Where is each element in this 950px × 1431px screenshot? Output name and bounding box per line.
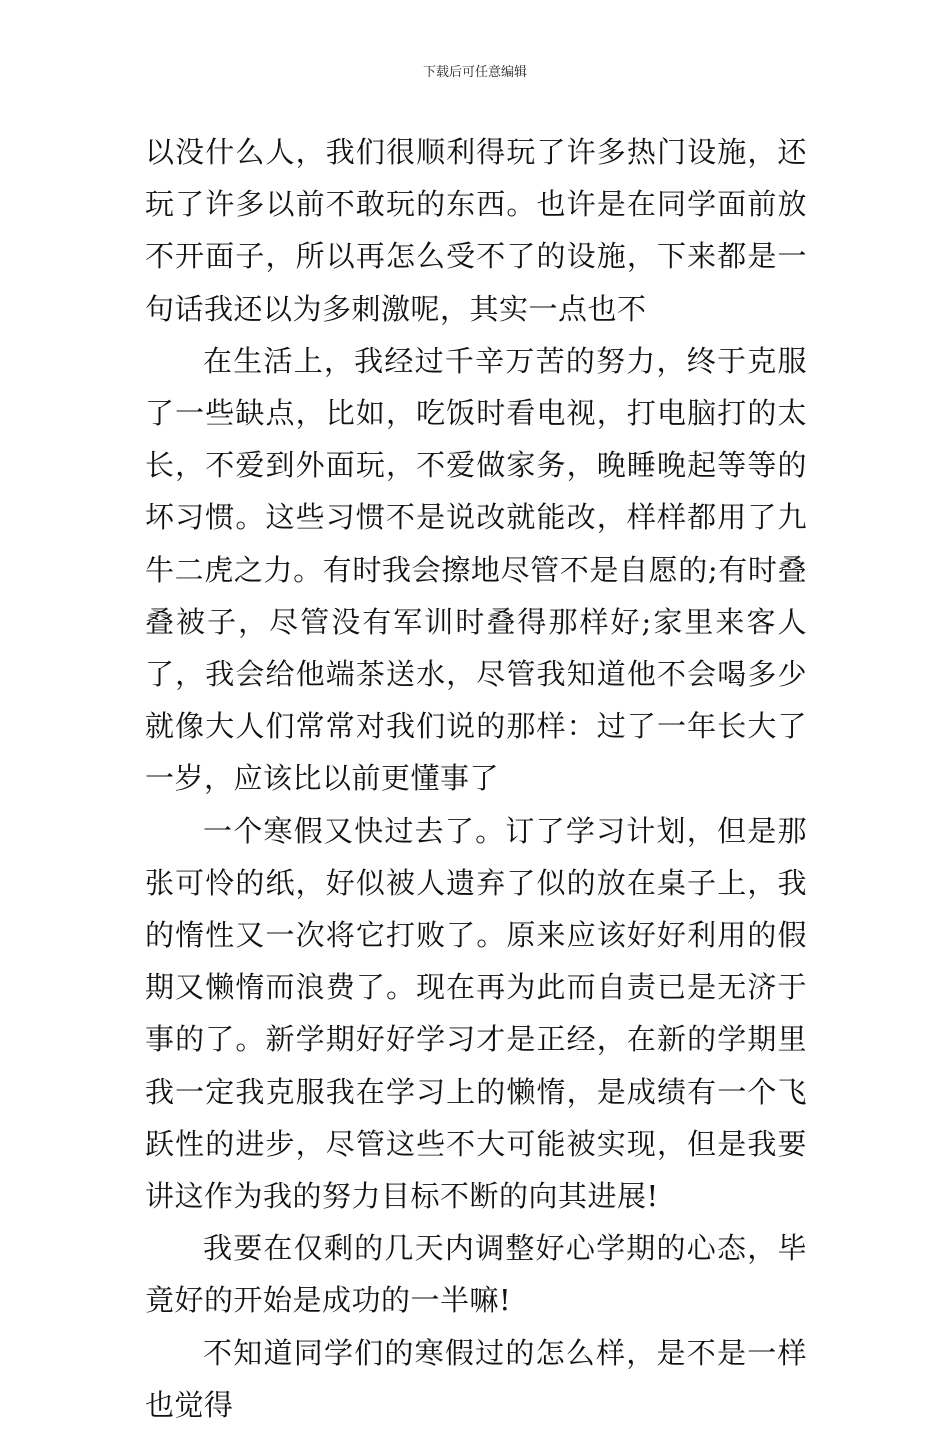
paragraph-4: 我要在仅剩的几天内调整好心学期的心态，毕竟好的开始是成功的一半嘛! — [145, 1231, 807, 1318]
paragraph-2: 在生活上，我经过千辛万苦的努力，终于克服了一些缺点，比如，吃饭时看电视，打电脑打的太长，不爱到外面玩，不爱做家务，晚睡晚起等等的坏习惯。这些习惯不是说改就能改，样样都用了九牛二虎之力。有时我会擦地尽管不是自愿的;有时叠叠被子，尽管没有军训时叠得那样好;家里来客人了，我会给他端茶送水，尽管我知道他不会喝多少就像大人们常常对我们说的那样：过了一年长大了一岁，应该比以前更懂事了 — [145, 343, 807, 796]
document-body — [145, 126, 807, 1431]
paragraph-1: 以没什么人，我们很顺利得玩了许多热门设施，还玩了许多以前不敢玩的东西。也许是在同学面前放不开面子，所以再怎么受不了的设施，下来都是一句话我还以为多刺激呢，其实一点也不 — [145, 135, 807, 326]
page-header: 下载后可任意编辑 — [422, 65, 527, 80]
paragraph-5: 不知道同学们的寒假过的怎么样，是不是一样也觉得 — [145, 1335, 807, 1422]
paragraph-3: 一个寒假又快过去了。订了学习计划，但是那张可怜的纸，好似被人遗弃了似的放在桌子上，我的惰性又一次将它打败了。原来应该好好利用的假期又懒惰而浪费了。现在再为此而自责已是无济于事的了。新学期好好学习才是正经，在新的学期里我一定我克服我在学习上的懒惰，是成绩有一个飞跃性的进步，尽管这些不大可能被实现，但是我要讲这作为我的努力目标不断的向其进展! — [145, 813, 807, 1214]
